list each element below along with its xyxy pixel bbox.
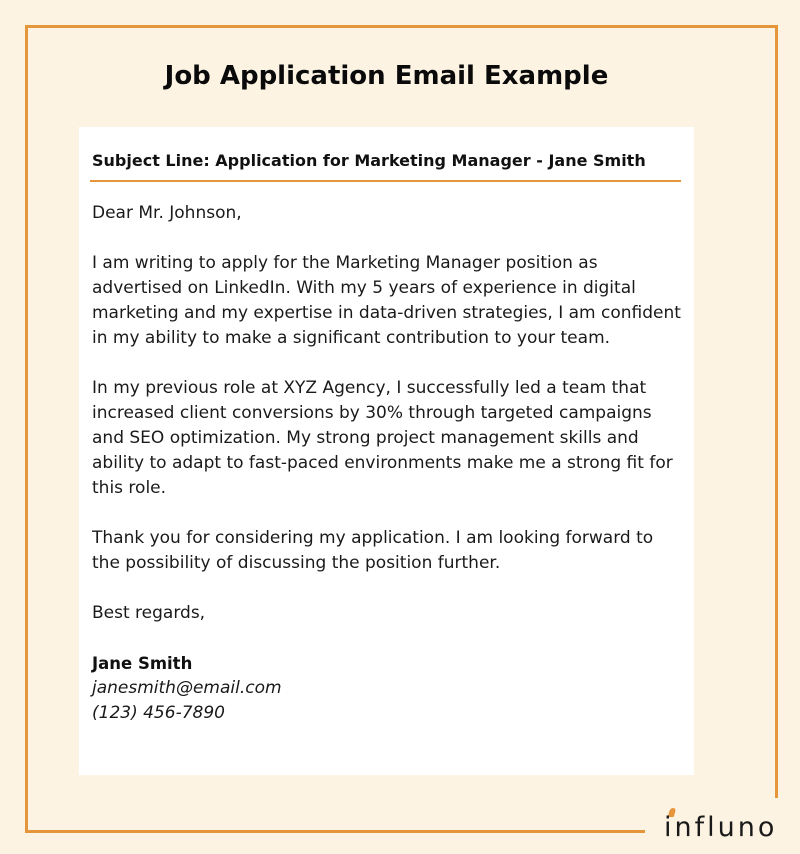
email-greeting: Dear Mr. Johnson, (92, 203, 242, 223)
page-title: Job Application Email Example (164, 61, 609, 91)
email-closing: Best regards, (92, 603, 206, 623)
frame-border-right (775, 25, 778, 798)
signature-email: janesmith@email.com (92, 678, 282, 698)
logo-text: influno (664, 812, 778, 843)
influno-logo (664, 808, 784, 848)
signature-phone: (123) 456-7890 (92, 703, 225, 723)
email-body (92, 201, 682, 726)
email-paragraph-3: Thank you for considering my application. I am looking forward to the possibility of discussing the position further. (92, 528, 654, 573)
email-card (79, 127, 694, 775)
email-paragraph-1: I am writing to apply for the Marketing Manager position as advertised on LinkedIn. With my 5 years of experience in digital marketing and my expertise in data-driven strategies, I am confident in my ability to make a significant contribution to your team. (92, 253, 681, 348)
subject-divider (90, 180, 681, 182)
email-paragraph-2: In my previous role at XYZ Agency, I successfully led a team that increased client conversions by 30% through targeted campaigns and SEO optimization. My strong project management skills and ability to adapt to fast-paced environments make me a strong fit for this role. (92, 378, 673, 498)
email-subject-line: Subject Line: Application for Marketing Manager - Jane Smith (92, 151, 646, 170)
signature-name: Jane Smith (92, 654, 193, 673)
frame-border-top (25, 25, 778, 28)
frame-border-left (25, 25, 28, 833)
signature-block (92, 651, 682, 726)
frame-border-bottom (25, 830, 645, 833)
